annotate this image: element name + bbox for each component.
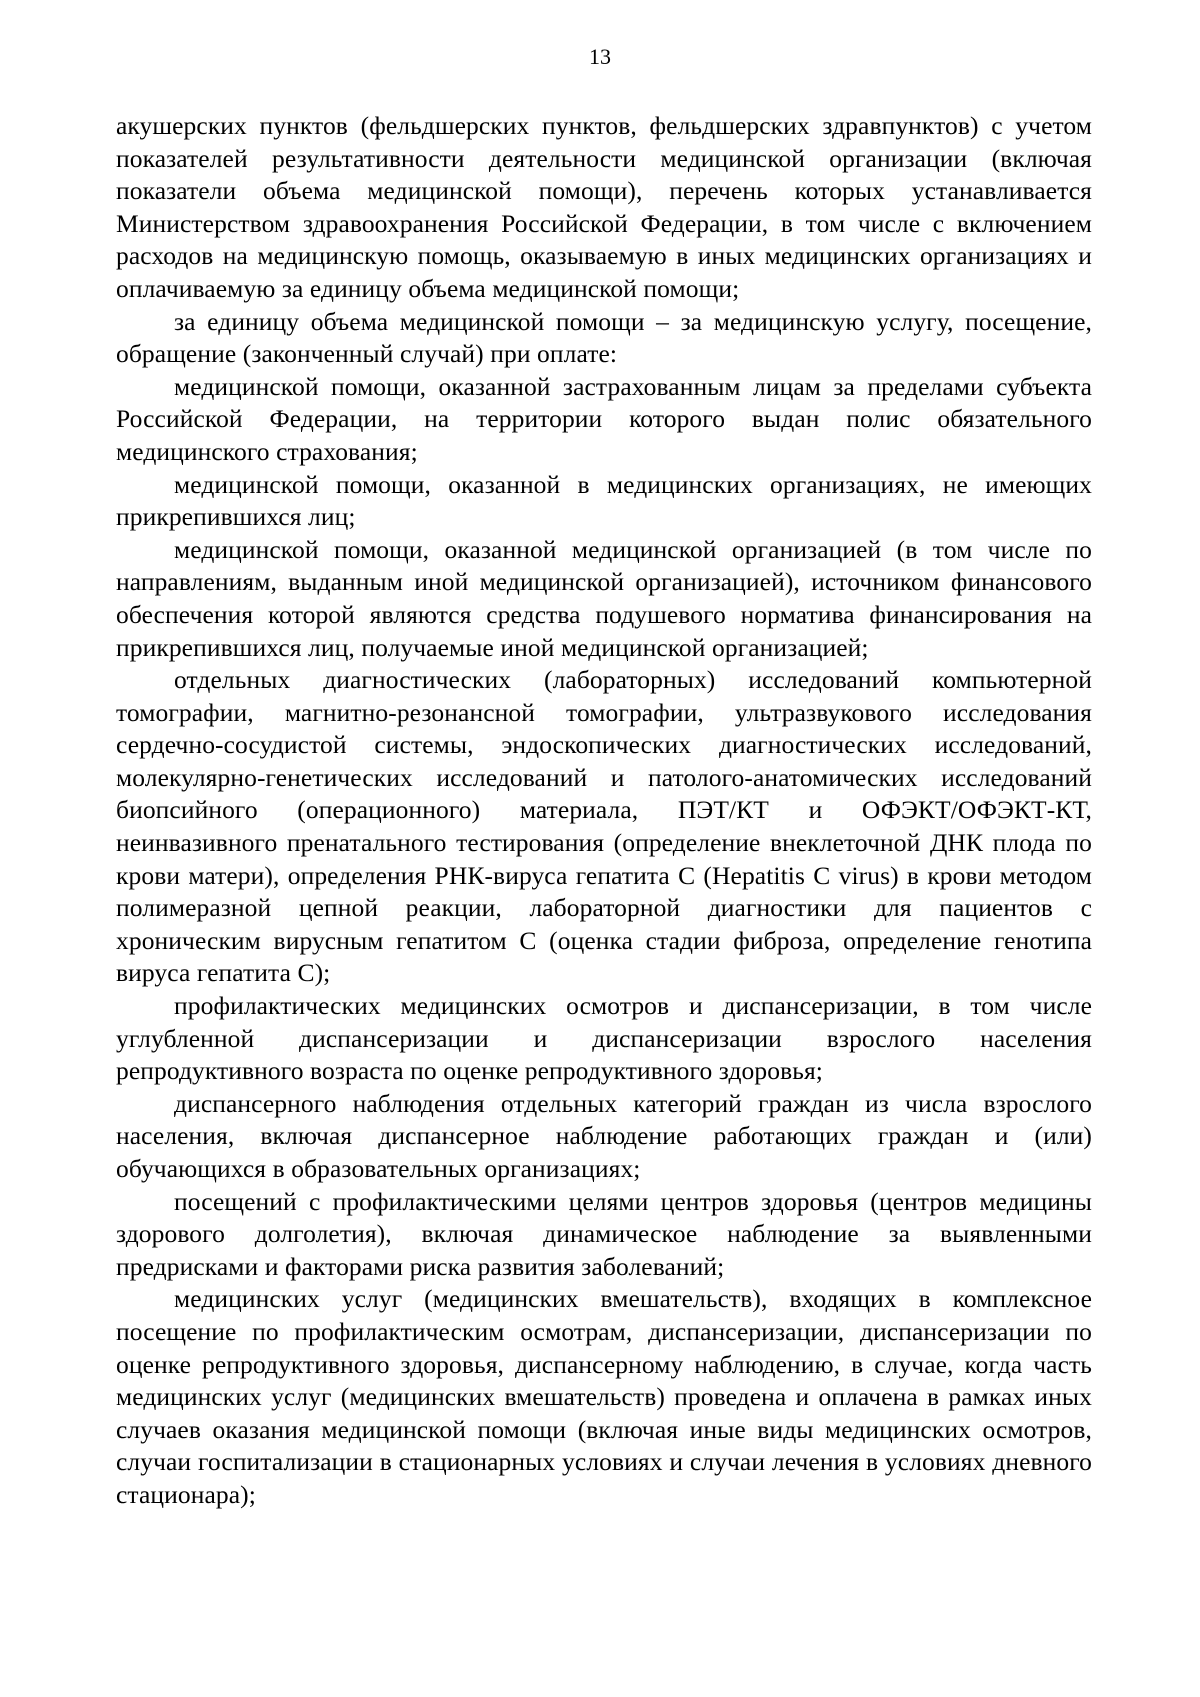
paragraph-diagnostic-studies: отдельных диагностических (лабораторных) исследований компьютерной томографии, магнитно-резонансной томографии, ультразвукового исследования сердечно-сосудистой системы, эндоскопических диагностических исследований, молекулярно-генетических исследований и патолого-анатомических исследований биопсийного (операционного) материала, ПЭТ/КТ и ОФЭКТ/ОФЭКТ-КТ, неинвазивного пренатального тестирования (определение внеклеточной ДНК плода по крови матери), определения РНК-вируса гепатита С (Hepatitis C virus) в крови методом полимеразной цепной реакции, лабораторной диагностики для пациентов с хроническим вирусным гепатитом С (оценка стадии фиброза, определение генотипа вируса гепатита С);: [116, 665, 1093, 988]
paragraph-preventive-exams: профилактических медицинских осмотров и диспансеризации, в том числе углубленной диспансеризации и диспансеризации взрослого населения репродуктивного возраста по оценке репродуктивного здоровья;: [116, 991, 1092, 1086]
paragraph-other-organization: медицинской помощи, оказанной медицинской организацией (в том числе по направлениям, выданным иной медицинской организацией), источником финансового обеспечения которой являются средства подушевого норматива финансирования на прикрепившихся лиц, получаемые иной медицинской организацией;: [116, 534, 1092, 662]
paragraph-no-attached-persons: медицинской помощи, оказанной в медицинских организациях, не имеющих прикрепившихся лиц;: [116, 469, 1092, 532]
document-body: [116, 110, 1092, 1512]
paragraph-complex-visit: медицинских услуг (медицинских вмешательств), входящих в комплексное посещение по профилактическим осмотрам, диспансеризации, диспансеризации по оценке репродуктивного здоровья, диспансерному наблюдению, в случае, когда часть медицинских услуг (медицинских вмешательств) проведена и оплачена в рамках иных случаев оказания медицинской помощи (включая иные виды медицинских осмотров, случаи госпитализации в стационарных условиях и случаи лечения в условиях дневного стационара);: [116, 1284, 1092, 1509]
paragraph-dispensary-observation: диспансерного наблюдения отдельных категорий граждан из числа взрослого населения, включая диспансерное наблюдение работающих граждан и (или) обучающихся в образовательных организациях;: [116, 1088, 1092, 1183]
page-number: 13: [589, 44, 611, 69]
paragraph-outside-region: медицинской помощи, оказанной застрахованным лицам за пределами субъекта Российской Федерации, на территории которого выдан полис обязательного медицинского страхования;: [116, 371, 1092, 466]
paragraph-health-centers: посещений с профилактическими целями центров здоровья (центров медицины здорового долголетия), включая динамическое наблюдение за выявленными предрисками и факторами риска развития заболеваний;: [116, 1186, 1092, 1281]
paragraph-payment-per-unit: за единицу объема медицинской помощи – за медицинскую услугу, посещение, обращение (законченный случай) при оплате:: [116, 306, 1092, 369]
paragraph-continuation: акушерских пунктов (фельдшерских пунктов, фельдшерских здравпунктов) с учетом показателей результативности деятельности медицинской организации (включая показатели объема медицинской помощи), перечень которых устанавливается Министерством здравоохранения Российской Федерации, в том числе с включением расходов на медицинскую помощь, оказываемую в иных медицинских организациях и оплачиваемую за единицу объема медицинской помощи;: [116, 111, 1092, 303]
